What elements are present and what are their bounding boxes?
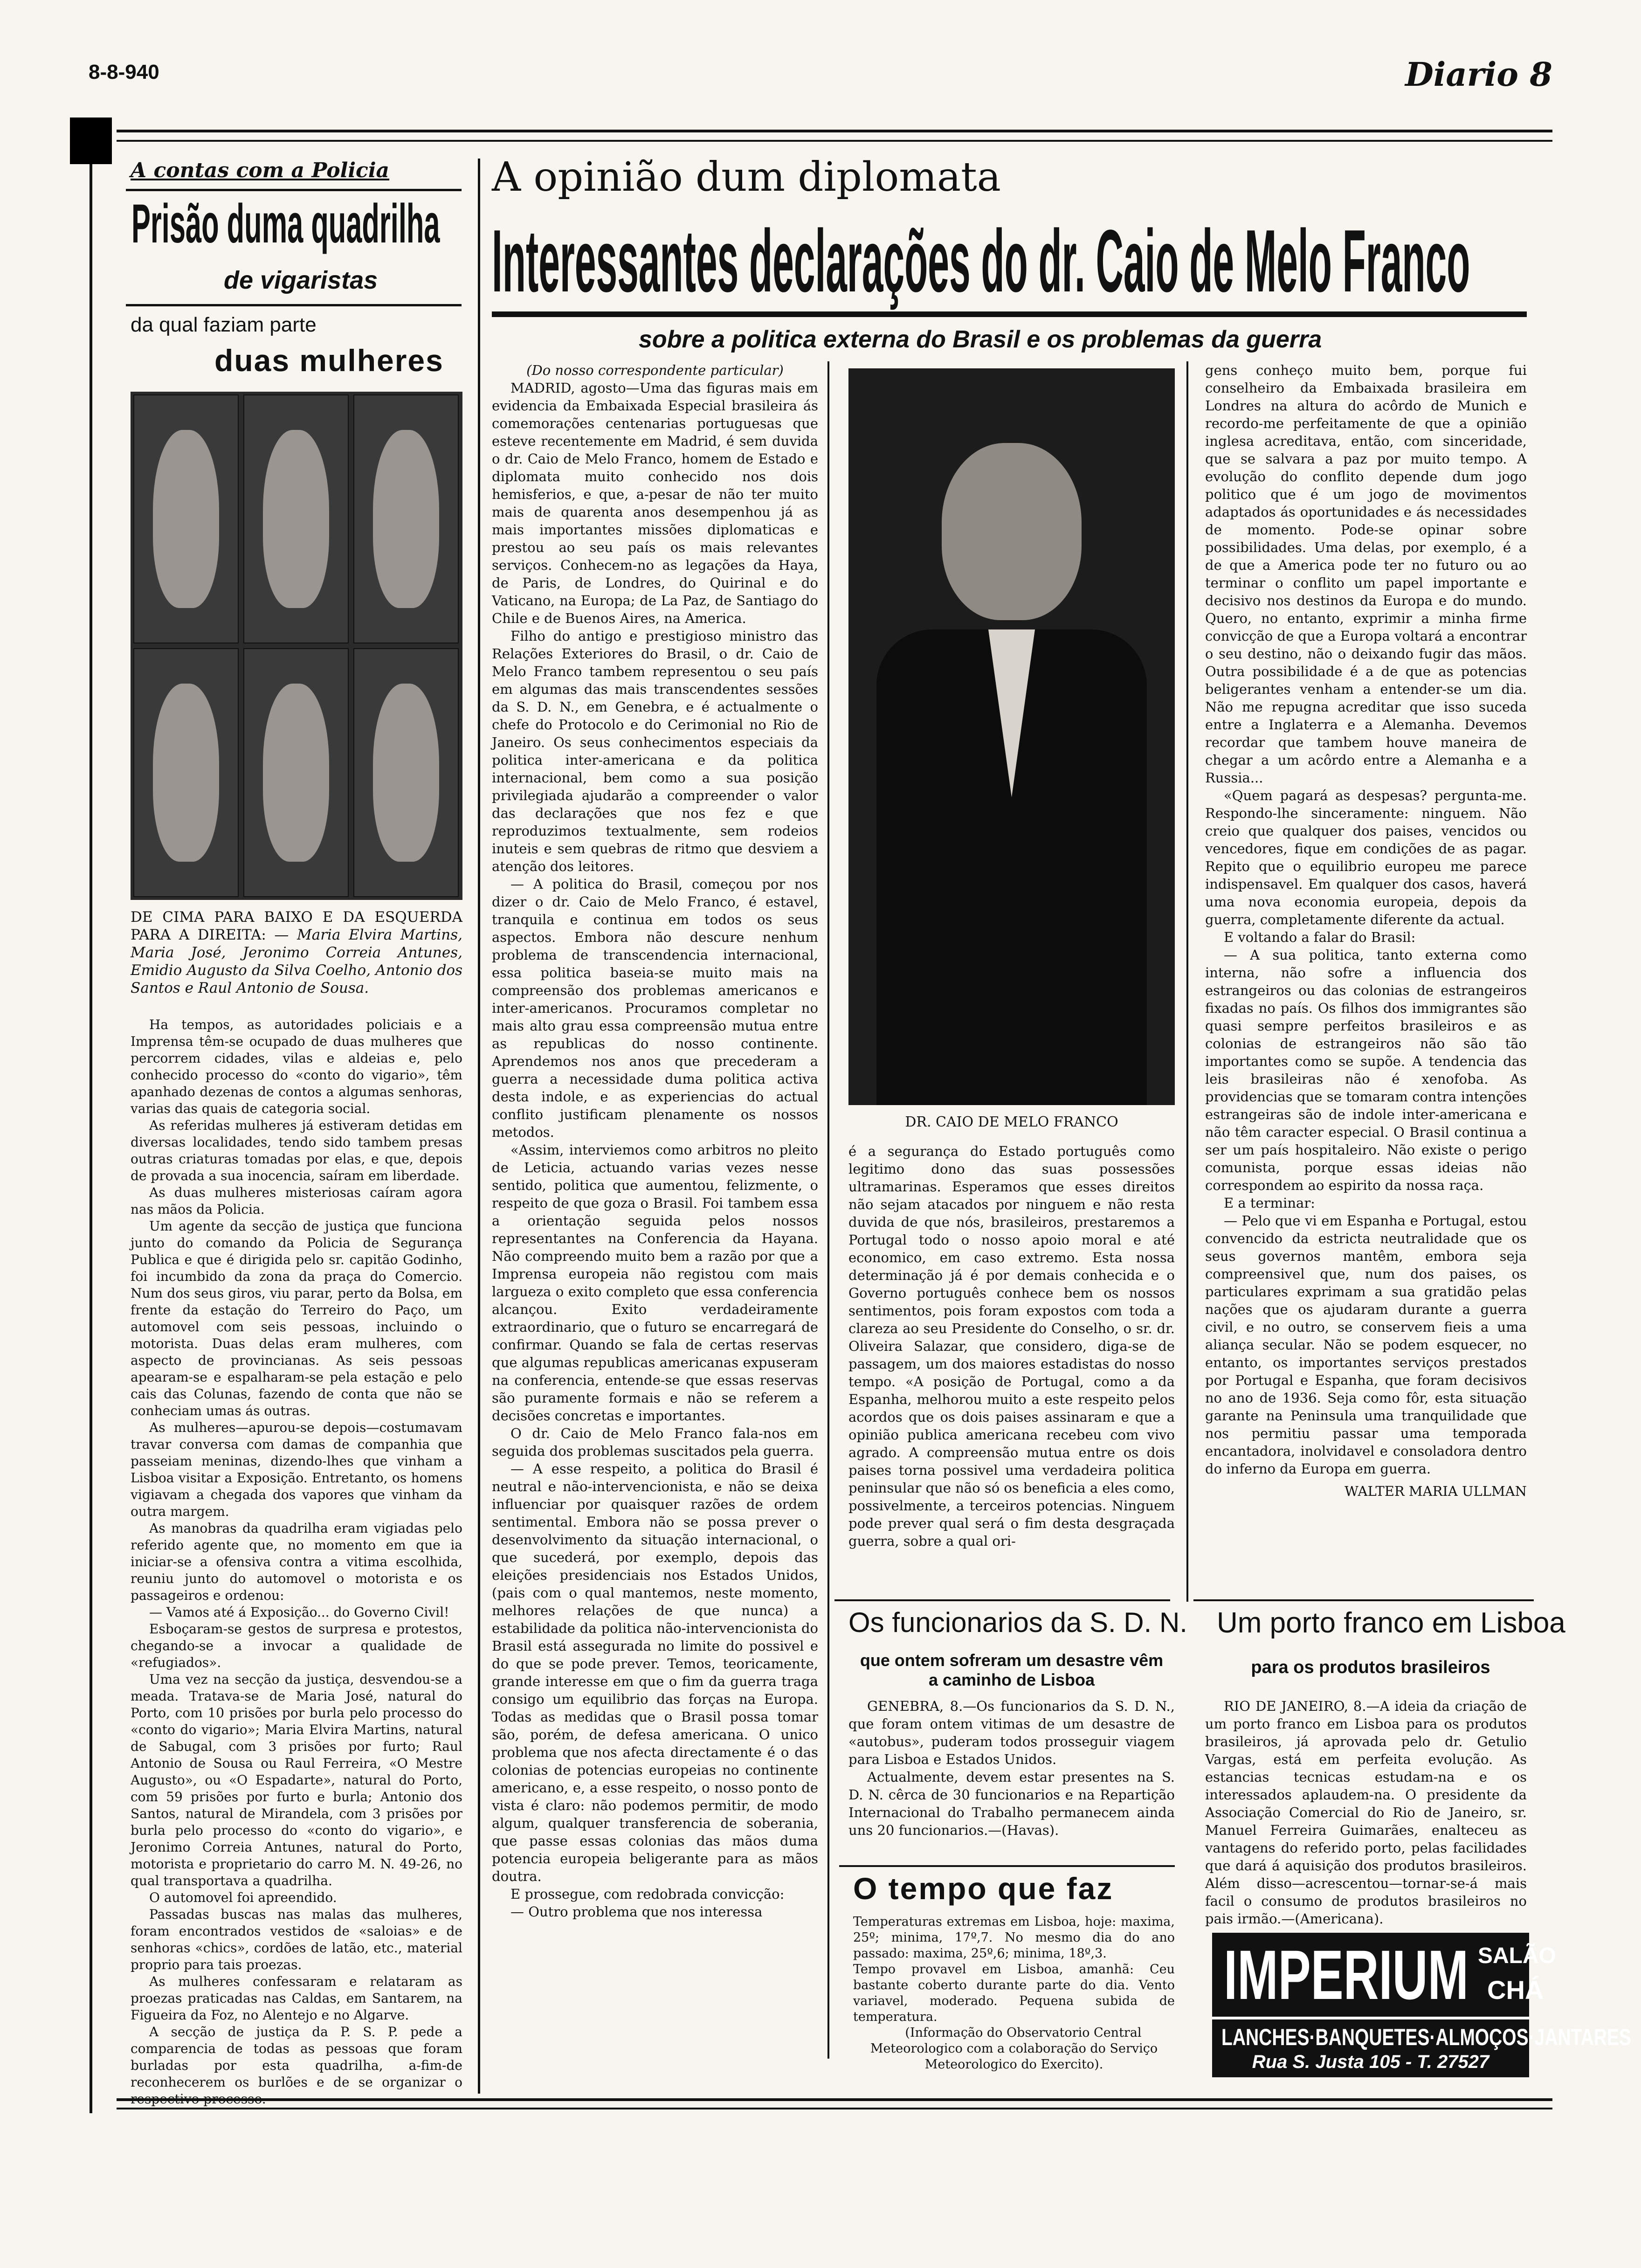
sdn-top-rule bbox=[834, 1599, 1170, 1601]
ad-rule bbox=[1212, 2017, 1529, 2019]
mugshot-1 bbox=[133, 394, 239, 643]
left-paragraph: As mulheres—apurou-se depois—costumavam travar conversa com damas de companhia que passeiam meninas, dizendo-lhes que vinham a Lisboa visitar a Exposição. Entretanto, os homens vigiavam a chegada dos vapores que vinham da outra margem. bbox=[131, 1420, 462, 1519]
rule-bottom-1 bbox=[117, 2098, 1552, 2101]
byline: (Do nosso correspondente particular) bbox=[526, 362, 784, 378]
left-subhead-1: de vigaristas bbox=[224, 266, 378, 294]
main-paragraph: E prossegue, com redobrada convicção: bbox=[510, 1886, 785, 1902]
signature: WALTER MARIA ULLMAN bbox=[1345, 1483, 1527, 1499]
left-paragraph: As referidas mulheres já estiveram detidas em diversas localidades, tendo sido tambem presas outras criaturas tomadas por elas, e que, depois de provada a sua inocencia, saíram em liberdade. bbox=[131, 1118, 462, 1183]
main-paragraph: — A esse respeito, a politica do Brasil é neutral e não-intervencionista, e não se deixa influenciar por quaisquer razões de ordem sentimental. Embora não se possa prever o desenvolvimento da situação internacional, o que sucederá, por exemplo, depois das eleições presidenciais nos Estados Unidos, (pais com o qual mantemos, neste momento, melhores relações de que nunca) a estabilidade da politica não-intervencionista do Brasil está assegurada no limite do possivel e do que se pode prever. Temos, teoricamente, grande interesse em que o fim da guerra traga consigo um equilibrio das forças na Europa. Todas as medidas que o Brasil possa tomar são, porém, de defesa americana. O unico problema que nos afecta directamente é o das colonias de potencias europeias no continente americano, e, a esse respeito, o nosso ponto de vista é claro: não podemos permitir, de modo algum, qualquer transferencia de soberania, que passe essas colonias das mãos duma potencia europeia beligerante para as mãos doutra. bbox=[492, 1461, 818, 1884]
weather-body bbox=[853, 1914, 1175, 2073]
page-number: 8 bbox=[1530, 55, 1552, 94]
sdn-paragraph: Actualmente, devem estar presentes na S. D. N. cêrca de 30 funcionarios e na Repartição Internacional do Trabalho permanecem ainda uns 20 funcionarios.—(Havas). bbox=[848, 1769, 1175, 1838]
left-paragraph: As duas mulheres misteriosas caíram agora nas mãos da Policia. bbox=[131, 1185, 462, 1217]
left-margin-rule bbox=[90, 164, 92, 2113]
sdn-subhead: que ontem sofreram um desastre vêm a caminho de Lisboa bbox=[860, 1651, 1164, 1689]
portrait-photo bbox=[848, 368, 1175, 1105]
left-kicker: A contas com a Policia bbox=[131, 159, 390, 182]
caption-title: DE CIMA PARA BAIXO E DA ESQUERDA PARA A DIREITA: bbox=[131, 909, 462, 943]
main-paragraph: é a segurança do Estado português como legitimo dono das suas possessões ultramarinas. Esperamos que esses direitos não sejam atacados por ninguem e não resta duvida de que nós, brasileiros, prestaremos a Portugal todo o nosso apoio moral e até economico, em caso extremo. Esta nossa determinação já é por demais conhecida e o Governo português conhece bem os nossos sentimentos, pois foram expostos com toda a clareza ao seu Presidente do Conselho, o sr. dr. Oliveira Salazar, que considero, diga-se de passagem, um dos maiores estadistas do nosso tempo. «A posição de Portugal, como a da Espanha, melhorou muito a este respeito pelos acordos que os dois paises assinaram e que a opinião publica americana recebeu com vivo agrado. A compreensão mutua entre os dois paises torna possivel uma verdadeira politica peninsular que não só os beneficia a eles como, possivelmente, a terceiros potencias. Ninguem pode prever qual será o fim desta desgraçada guerra, sobre a qual ori- bbox=[848, 1143, 1175, 1549]
porto-paragraph: RIO DE JANEIRO, 8.—A ideia da criação de um porto franco em Lisboa para os produtos brasileiros, já aprovada pelo dr. Getulio Vargas, está em perfeita evolução. As estancias tecnicas estudam-na e os interessados aplaudem-na. O presidente da Associação Comercial do Rio de Janeiro, sr. Manuel Ferreira Guimarães, enalteceu as vantagens do referido porto, pelas facilidades que dará á aquisição dos produtos brasileiros. Além disso—acrescentou—tornar-se-á mais facil o consumo de produtos brasileiros no pais irmão.—(Americana). bbox=[1205, 1698, 1527, 1927]
weather-top-rule bbox=[839, 1865, 1175, 1867]
main-paragraph: — A sua politica, tanto externa como interna, não sofre a influencia dos estrangeiros ou das colonias de estrangeiros fixadas no país. Os filhos dos immigrantes são quasi sempre perfeitos brasileiros e as colonias de estrangeiros não são tão importantes como se supõe. A tendencia das leis brasileiras não é xenofoba. As providencias que se tomaram contra intenções estrangeiras são de indole inter-americana e não têm caracter especial. O Brasil continua a ser um país hospitaleiro. Não existe o perigo comunista, porque essas ideias não correspondem ao espirito da nossa raça. bbox=[1205, 947, 1527, 1193]
headline-rule bbox=[492, 311, 1527, 317]
sdn-body bbox=[848, 1697, 1175, 1839]
ad-address: Rua S. Justa 105 - T. 27527 bbox=[1252, 2052, 1489, 2072]
left-paragraph: O automovel foi apreendido. bbox=[149, 1890, 337, 1905]
main-paragraph: — Pelo que vi em Espanha e Portugal, estou convencido da estricta neutralidade que os seus governos mantêm, embora seja compreensivel que, num dos paises, os particulares exprimam a sua gratidão pelas nações que os ajudaram durante a guerra civil, e no outro, se conservem fieis a uma aliança secular. Não se podem esquecer, no entanto, os importantes serviços prestados por Portugal e Espanha, que foram decisivos no ano de 1936. Seja como fôr, esta situação garante na Peninsula uma tranquilidade que nos permitiu passar uma temporada encantadora, inolvidavel e consoladora dentro do inferno da Europa em guerra. bbox=[1205, 1213, 1527, 1477]
masthead-title: Diario bbox=[1405, 55, 1518, 94]
portrait-face bbox=[942, 443, 1082, 620]
left-paragraph: — Vamos até á Exposição... do Governo Civil! bbox=[149, 1604, 449, 1620]
main-paragraph: «Quem pagará as despesas? pergunta-me. Respondo-lhe sinceramente: ninguem. Não creio que qualquer dos paises, vencidos ou vencedores, fique em condições de as pagar. Repito que o equilibrio europeu me parece indispensavel. Em qualquer dos casos, haverá uma nova economia europeia, depois da guerra, completamente diferente da actual. bbox=[1205, 788, 1527, 927]
mugshot-5 bbox=[243, 648, 349, 897]
porto-subhead: para os produtos brasileiros bbox=[1251, 1658, 1490, 1677]
imperium-ad bbox=[1212, 1933, 1631, 2077]
main-paragraph: E a terminar: bbox=[1224, 1195, 1315, 1211]
porto-top-rule bbox=[1193, 1599, 1534, 1601]
weather-source: (Informação do Observatorio Central Meteorologico com a colaboração do Serviço Meteorologico do Exercito). bbox=[870, 2026, 1158, 2072]
porto-body bbox=[1205, 1697, 1527, 1928]
rule-bottom-2 bbox=[117, 2108, 1552, 2109]
rule-top-1 bbox=[117, 130, 1552, 132]
column-divider-left bbox=[478, 159, 480, 2094]
left-paragraph: Passadas buscas nas malas das mulheres, foram encontrados vestidos de «saloias» e de senhoras «chics», cordões de latão, etc., material proprio para tais proezas. bbox=[131, 1907, 462, 1972]
left-headline: Prisão duma quadrilha bbox=[131, 193, 440, 255]
main-paragraph: MADRID, agosto—Uma das figuras mais em evidencia da Embaixada Especial brasileira ás comemorações centenarias portuguesas que esteve recentemente em Madrid, é sem duvida o dr. Caio de Melo Franco, homem de Estado e diplomata muito conhecido nos dois hemisferios, e que, a-pesar de não ter muito mais de quarenta anos desempenhou já as mais importantes missões diplomaticas e prestou ao seu país os mais relevantes serviços. Conhecem-no as legações da Haya, de Paris, de Londres, do Quirinal e do Vaticano, na Europa; de La Paz, de Santiago do Chile e de Buenos Aires, na America. bbox=[492, 380, 818, 626]
main-column-3 bbox=[1205, 361, 1527, 1500]
column-divider-3 bbox=[1186, 361, 1188, 1602]
issue-date: 8-8-940 bbox=[89, 61, 159, 83]
left-article-body bbox=[131, 1016, 462, 2108]
left-paragraph: Ha tempos, as autoridades policiais e a Imprensa têm-se ocupado de duas mulheres que percorrem cidades, vilas e aldeias e, pelo conhecido processo do «conto do vigario», têm apanhado dezenas de contos a algumas senhoras, varias das quais de categoria social. bbox=[131, 1017, 462, 1116]
mugshot-4 bbox=[133, 648, 239, 897]
left-subhead-2: da qual faziam parte bbox=[131, 313, 317, 336]
mugshot-3 bbox=[353, 394, 459, 643]
weather-title: O tempo que faz bbox=[853, 1871, 1114, 1906]
porto-headline: Um porto franco em Lisboa bbox=[1217, 1607, 1565, 1639]
left-paragraph: Um agente da secção de justiça que funciona junto do comando da Policia de Segurança Publica e que é dirigida pelo sr. capitão Godinho, foi incumbido da zona da praça do Comercio. Num dos seus giros, viu parar, perto da Bolsa, em frente da estação do Terreiro do Paço, um automovel com seis pessoas, incluindo o motorista. Duas delas eram mulheres, com aspecto de provincianas. As seis pessoas apearam-se e espalharam-se pela estação e pelo cais das Colunas, fazendo de conta que não se conheciam umas ás outras. bbox=[131, 1218, 462, 1418]
left-paragraph: As mulheres confessaram e relataram as proezas praticadas nas Caldas, em Santarem, na Figueira da Foz, no Alentejo e no Algarve. bbox=[131, 1974, 462, 2023]
main-paragraph: gens conheço muito bem, porque fui conselheiro da Embaixada brasileira em Londres na altura do acôrdo de Munich e recordo-me perfeitamente de que a opinião inglesa acreditava, então, com sinceridade, que se salvara a paz por muito tempo. A evolução do conflito depende dum jogo politico que é um jogo de movimentos adaptados ás oportunidades e ás necessidades de momento. Pode-se opinar sobre possibilidades. Uma delas, por exemplo, é a de que a America pode ter no futuro ou ao terminar o conflito um papel importante e decisivo nos destinos da Europa e do mundo. Quero, no entanto, exprimir a minha firme convicção de que a Europa voltará a encontrar o seu destino, não o deixando fugir das mãos. Outra possibilidade é a de que as potencias beligerantes venham a entender-se um dia. Não me repugna acreditar que isso suceda entre a Inglaterra e a Alemanha. Devemos recordar que tambem houve maneira de chegar a um acôrdo entre a Alemanha e a Russia... bbox=[1205, 362, 1527, 786]
caption-body: — Maria Elvira Martins, Maria José, Jeronimo Correia Antunes, Emidio Augusto da Silva Coelho, Antonio dos Santos e Raul Antonio de Sousa. bbox=[131, 927, 463, 996]
mugshot-6 bbox=[353, 648, 459, 897]
masthead bbox=[1405, 55, 1552, 94]
mugshots-caption bbox=[131, 908, 462, 997]
left-paragraph: Esboçaram-se gestos de surpresa e protestos, chegando-se a invocar a qualidade de «refugiados». bbox=[131, 1621, 462, 1670]
rule-top-2 bbox=[117, 140, 1552, 142]
portrait-caption: DR. CAIO DE MELO FRANCO bbox=[905, 1114, 1118, 1130]
main-paragraph: Filho do antigo e prestigioso ministro das Relações Exteriores do Brasil, o dr. Caio de Melo Franco tambem representou o seu país em algumas das mais transcendentes sessões da S. D. N., em Genebra, e é actualmente o chefe do Protocolo e do Cerimonial no Rio de Janeiro. Os seus conhecimentos especiais da politica inter-americana e da politica internacional, bem como a sua posição privilegiada ajudarão a compreender o valor das declarações que nos fez e que reproduzimos textualmente, sem rodeios inuteis e sem quebras de ritmo que desviem a atenção dos leitores. bbox=[492, 628, 818, 874]
main-headline: Interessantes declarações do dr. Caio de Melo Franco bbox=[492, 212, 1470, 311]
ad-brand: IMPERIUM bbox=[1224, 1936, 1469, 2014]
weather-line: Temperaturas extremas em Lisboa, hoje: maxima, 25º; minima, 17º,7. No mesmo dia do ano passado: maxima, 25º,6; minima, 18º,3. bbox=[853, 1915, 1175, 1961]
sdn-headline: Os funcionarios da S. D. N. bbox=[848, 1607, 1187, 1638]
sdn-paragraph: GENEBRA, 8.—Os funcionarios da S. D. N., que foram ontem vitimas de um desastre de «autobus», puderam todos prosseguir viagem para Lisboa e Estados Unidos. bbox=[848, 1698, 1175, 1767]
column-divider-2 bbox=[827, 361, 829, 2059]
main-column-1 bbox=[492, 361, 818, 1921]
left-rule-2 bbox=[126, 304, 462, 306]
left-paragraph: A secção de justiça da P. S. P. pede a comparencia de todas as pessoas que foram burladas por esta quadrilha, a-fim-de reconhecerem os burlões e de se organizar o bbox=[131, 2024, 462, 2090]
main-paragraph: O dr. Caio de Melo Franco fala-nos em seguida dos problemas suscitados pela guerra. bbox=[492, 1425, 818, 1459]
mugshots-photo bbox=[131, 392, 462, 900]
ad-side-1: SALÃO bbox=[1478, 1943, 1556, 1968]
decorative-black-bar bbox=[70, 118, 112, 164]
main-kicker: A opinião dum diplomata bbox=[492, 154, 1001, 201]
main-subhead: sobre a politica externa do Brasil e os problemas da guerra bbox=[639, 326, 1322, 353]
left-paragraph: Uma vez na secção da justiça, desvendou-se a meada. Tratava-se de Maria José, natural do Porto, com 10 prisões por burla pelo processo do «conto do vigario»; Maria Elvira Martins, natural de Sabugal, com 3 prisões por furto; Raul Antonio de Sousa ou Raul Ferreira, «O Mestre Augusto», ou «O Espadarte», natural do Porto, com 59 prisões por furto e burla; Antonio dos Santos, natural de Mirandela, com 3 prisões por burla pelo processo do «conto do vigario», e Jeronimo Correia Antunes, natural do Porto, motorista e proprietario do carro M. N. 49-26, no qual transportava a quadrilha. bbox=[131, 1672, 462, 1888]
left-paragraph: As manobras da quadrilha eram vigiadas pelo referido agente que, no momento em que ia iniciar-se a ofensiva contra a vitima escolhida, reuniu junto do automovel o motorista e os passageiros e ordenou: bbox=[131, 1521, 462, 1603]
ad-services: LANCHES·BANQUETES·ALMOÇOS·JANTARES bbox=[1221, 2024, 1631, 2050]
ad-side-2: CHÁ bbox=[1487, 1975, 1544, 2005]
main-paragraph: E voltando a falar do Brasil: bbox=[1224, 929, 1416, 945]
main-paragraph: «Assim, interviemos como arbitros no pleito de Leticia, actuando varias vezes nesse sentido, politica que aumentou, felizmente, o respeito de que goza o Brasil. Foi tambem essa a orientação seguida pelos nossos representantes na Conferencia da Hayana. Não compreendo muito bem a razão por que a Imprensa europeia não registou com mais largueza o exito completo que essa conferencia alcançou. Exito verdadeiramente extraordinario, que o futuro se encarregará de confirmar. Quando se fala de certas reservas que algumas republicas americanas expuseram na conferencia, entende-se que essas reservas são puramente formais e não se referem a decisões concretas e importantes. bbox=[492, 1142, 818, 1424]
main-paragraph: — A politica do Brasil, começou por nos dizer o dr. Caio de Melo Franco, é estavel, tranquila e continua em todos os seus aspectos. Embora não descure nenhum problema de transcendencia internacional, essa politica baseia-se muito mais na compreensão dos problemas americanos e inter-americanos. Procuramos completar no mais alto grau essa compreensão mutua entre as republicas do nosso continente. Aprendemos nos anos que precederam a guerra a necessidade duma politica activa desta indole, e as experiencias do actual conflito justificam plenamente os nossos metodos. bbox=[492, 876, 818, 1140]
mugshot-2 bbox=[243, 394, 349, 643]
kicker-rule bbox=[126, 189, 462, 191]
main-column-2 bbox=[848, 1142, 1175, 1550]
main-paragraph: — Outro problema que nos interessa bbox=[510, 1904, 763, 1920]
left-subhead-3: duas mulheres bbox=[214, 343, 444, 378]
weather-line: Tempo provavel em Lisboa, amanhã: Ceu bastante coberto durante parte do dia. Vento variavel, moderado. Pequena subida de temperatura. bbox=[853, 1962, 1175, 2024]
